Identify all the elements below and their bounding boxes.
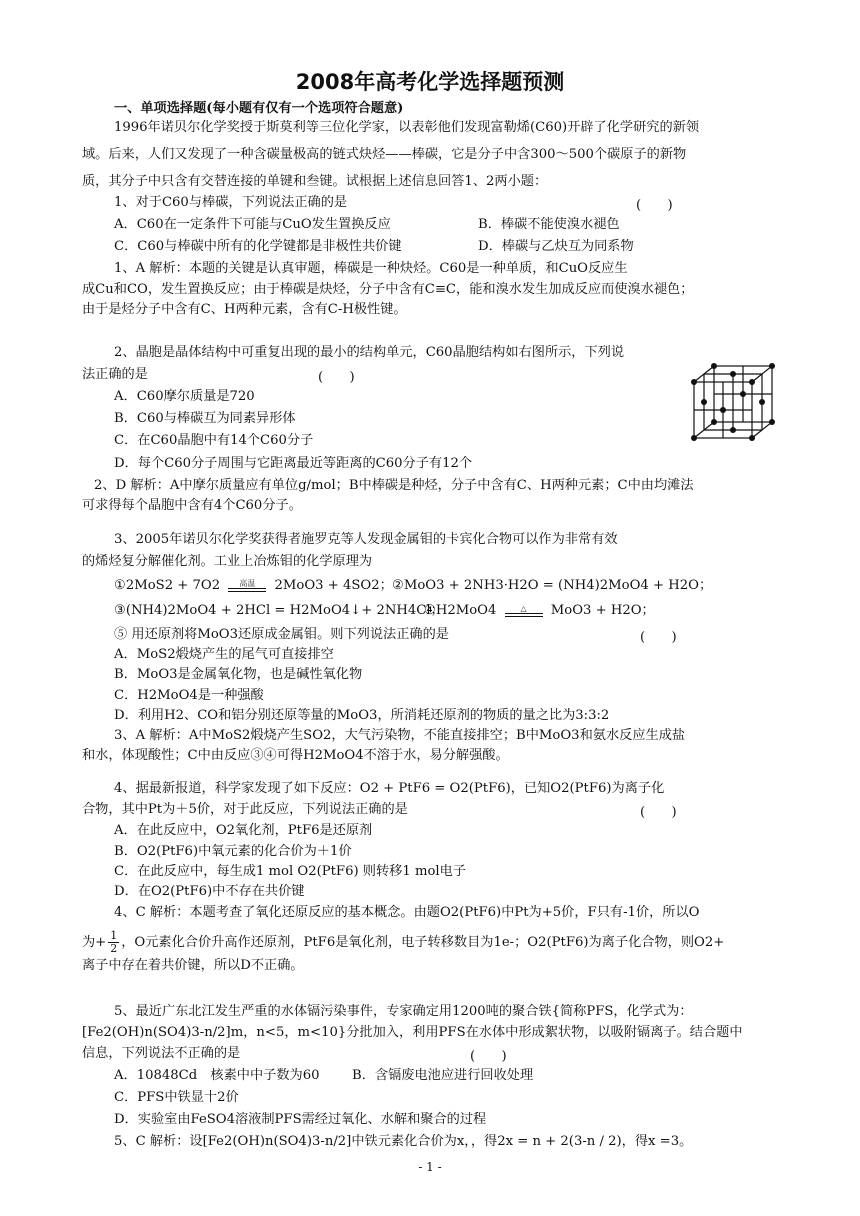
q1-answer-paren: ( )	[636, 198, 673, 213]
intro-line-2: 域。后来，人们又发现了一种含碳量极高的链式炔烃——棒碳，它是分子中含300～500个碳原子的新物	[82, 147, 687, 162]
q2-answer-paren: ( )	[318, 370, 355, 385]
q3-answer-line-2: 和水，体现酸性；C中由反应③④可得H2MoO4不溶于水，易分解强酸。	[82, 748, 509, 763]
q1-stem: 1、对于C60与棒碳，下列说法正确的是	[114, 195, 348, 210]
q2-option-c: C．在C60晶胞中有14个C60分子	[114, 433, 314, 448]
q3-option-a: A．MoS2煅烧产生的尾气可直接排空	[114, 647, 334, 662]
q3-eq4-right: MoO3 + H2O；	[550, 603, 655, 618]
q1-option-c: C．C60与棒碳中所有的化学键都是非极性共价键	[114, 239, 402, 254]
q3-equation-4	[424, 602, 655, 620]
q2-stem-line-2: 法正确的是	[82, 367, 148, 382]
q2-stem-line-1: 2、晶胞是晶体结构中可重复出现的最小的结构单元，C60晶胞结构如右图所示，下列说	[114, 345, 625, 360]
q5-stem-line-1: 5、最近广东北江发生严重的水体镉污染事件，专家确定用1200吨的聚合铁{简称PFS，化学式为：	[114, 1004, 693, 1019]
q4-stem-line-1: 4、据最新报道，科学家发现了如下反应：O2 + PtF6 = O2(PtF6)，已知O2(PtF6)为离子化	[114, 781, 665, 796]
q3-stem-line-2: 的烯烃复分解催化剂。工业上冶炼钼的化学原理为	[82, 554, 373, 569]
q4-answer-line-1: 4、C 解析：本题考查了氧化还原反应的基本概念。由题O2(PtF6)中Pt为+5价，F只有-1价，所以O	[114, 905, 700, 920]
intro-line-1: 1996年诺贝尔化学奖授于斯莫利等三位化学家，以表彰他们发现富勒烯(C60)开辟了化学研究的新领	[114, 120, 700, 135]
q3-option-d: D．利用H2、CO和铝分别还原等量的MoO3，所消耗还原剂的物质的量之比为3:3:2	[114, 708, 610, 723]
q4-option-b: B．O2(PtF6)中氧元素的化合价为＋1价	[114, 844, 352, 859]
q3-eq1-left: ①2MoS2 + 7O2	[114, 578, 221, 593]
q3-equation-2: ②MoO3 + 2NH3·H2O = (NH4)2MoO4 + H2O；	[392, 578, 713, 593]
q4-option-a: A．在此反应中，O2氧化剂，PtF6是还原剂	[114, 823, 373, 838]
q3-stem-line-1: 3、2005年诺贝尔化学奖获得者施罗克等人发现金属钼的卡宾化合物可以作为非常有效	[114, 532, 618, 547]
q3-eq1-condition: 高温	[228, 580, 266, 592]
q3-eq4-condition: △	[505, 605, 543, 617]
q3-answer-paren: ( )	[640, 630, 677, 645]
q4-option-d: D．在O2(PtF6)中不存在共价键	[114, 884, 305, 899]
q3-equation-3: ③(NH4)2MoO4 + 2HCl = H2MoO4↓+ 2NH4Cl；	[114, 603, 444, 618]
q1-answer-line-1: 1、A 解析：本题的关键是认真审题，棒碳是一种炔烃。C60是一种单质，和CuO反应生	[114, 261, 628, 276]
document-title: 2008年高考化学选择题预测	[295, 70, 565, 94]
q2-option-a: A．C60摩尔质量是720	[114, 389, 255, 404]
q5-option-c: C．PFS中铁显十2价	[114, 1090, 239, 1105]
q5-stem-line-3: 信息，下列说法不正确的是	[82, 1046, 241, 1061]
q1-option-d: D．棒碳与乙炔互为同系物	[478, 239, 634, 254]
q1-option-b: B．棒碳不能使溴水褪色	[478, 217, 620, 232]
q5-option-d: D．实验室由FeSO4溶液制PFS需经过氧化、水解和聚合的过程	[114, 1112, 487, 1127]
q5-answer-paren: ( )	[470, 1049, 507, 1064]
q3-equation-1	[114, 577, 393, 595]
q1-answer-line-3: 由于是烃分子中含有C、H两种元素，含有C-H极性键。	[82, 302, 407, 317]
q5-option-b: B．含镉废电池应进行回收处理	[352, 1068, 534, 1083]
q5-answer-line-1: 5、C 解析：设[Fe2(OH)n(SO4)3-n/2]中铁元素化合价为x，，得2x = n + 2(3-n / 2)，得x =3。	[114, 1134, 693, 1149]
q4-answer-line-3: 离子中存在着共价键，所以D不正确。	[82, 958, 304, 973]
q5-stem-line-2: [Fe2(OH)n(SO4)3-n/2]m，n<5，m<10}分批加入，利用PFS在水体中形成絮状物，以吸附镉离子。结合题中	[82, 1025, 743, 1040]
q3-equation-5: ⑤ 用还原剂将MoO3还原成金属钼。则下列说法正确的是	[114, 627, 449, 642]
q4-answer-line-2: 为+ $\frac{1}{2}$ ，O元素化合价升高作还原剂，PtF6是氧化剂，电子转移数目为1e-；O2(PtF6)为离子化合物，则O2+	[82, 929, 725, 955]
q2-option-b: B．C60与棒碳互为同素异形体	[114, 411, 296, 426]
q4-option-c: C．在此反应中，每生成1 mol O2(PtF6) 则转移1 mol电子	[114, 864, 466, 879]
q4-stem-line-2: 合物，其中Pt为＋5价，对于此反应，下列说法正确的是	[82, 802, 408, 817]
q3-option-c: C．H2MoO4是一种强酸	[114, 688, 264, 703]
q1-answer-line-2: 成Cu和CO，发生置换反应；由于棒碳是炔烃，分子中含有C≡C，能和溴水发生加成反应而使溴水褪色；	[82, 282, 694, 297]
q1-option-a: A．C60在一定条件下可能与CuO发生置换反应	[114, 217, 391, 232]
q4-answer-paren: ( )	[640, 805, 677, 820]
q3-answer-line-1: 3、A 解析：A中MoS2煅烧产生SO2，大气污染物，不能直接排空；B中MoO3和氨水反应生成盐	[114, 728, 686, 743]
c60-unit-cell-figure	[690, 362, 776, 442]
page-number: - 1 -	[418, 1160, 442, 1174]
q3-option-b: B．MoO3是金属氧化物，也是碱性氧化物	[114, 667, 363, 682]
section-heading: 一、单项选择题(每小题有仅有一个选项符合题意)	[114, 101, 404, 116]
one-half-fraction: $\frac{1}{2}$	[110, 929, 118, 955]
q3-eq1-right: 2MoO3 + 4SO2；	[274, 578, 393, 593]
q5-option-a: A．10848Cd 核素中中子数为60	[114, 1068, 320, 1083]
intro-line-3: 质，其分子中只含有交替连接的单键和叁键。试根据上述信息回答1、2两小题：	[82, 174, 548, 189]
q2-option-d: D．每个C60分子周围与它距离最近等距离的C60分子有12个	[114, 456, 473, 471]
q2-answer-line-1: 2、D 解析：A中摩尔质量应有单位g/mol；B中棒碳是种烃，分子中含有C、H两种元素；C中由均滩法	[94, 478, 694, 493]
q2-answer-line-2: 可求得每个晶胞中含有4个C60分子。	[82, 498, 302, 513]
q3-eq4-left: ④H2MoO4	[424, 603, 497, 618]
